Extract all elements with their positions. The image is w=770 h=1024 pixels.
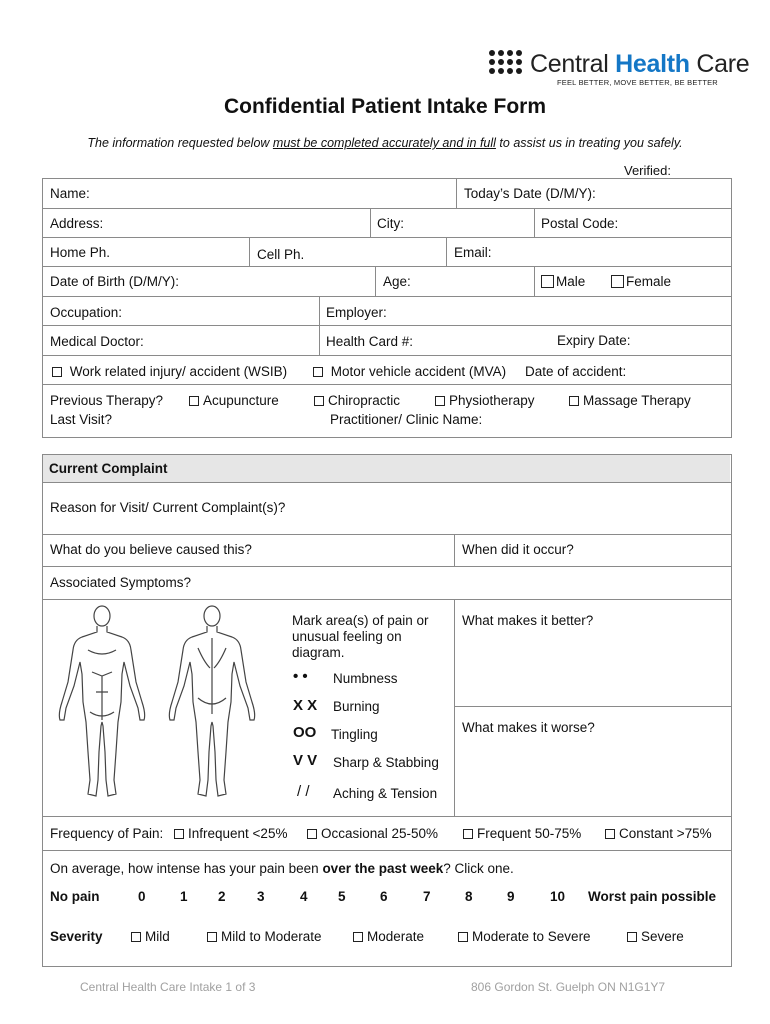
chiropractic-checkbox[interactable]: Chiropractic <box>314 393 400 408</box>
intensity-question: On average, how intense has your pain been over the past week? Click one. <box>50 861 514 876</box>
legend-symbol-sharp: V V <box>293 752 318 769</box>
male-checkbox[interactable]: Male <box>541 274 585 289</box>
pain-scale-3[interactable]: 3 <box>257 889 265 904</box>
severity-mild-checkbox[interactable]: Mild <box>131 929 170 944</box>
legend-symbol-numbness: • • <box>293 668 308 685</box>
age-field[interactable]: Age: <box>383 274 411 289</box>
severity-severe-checkbox[interactable]: Severe <box>627 929 684 944</box>
practitioner-field[interactable]: Practitioner/ Clinic Name: <box>330 412 483 427</box>
last-visit-field[interactable]: Last Visit? <box>50 412 113 427</box>
mark-areas-instruction: Mark area(s) of pain or unusual feeling on diagram. <box>292 613 429 660</box>
legend-symbol-tingling: OO <box>293 724 317 741</box>
when-field[interactable]: When did it occur? <box>462 542 574 557</box>
logo-name: Central Health Care <box>530 50 750 78</box>
pain-scale-9[interactable]: 9 <box>507 889 515 904</box>
pain-scale-5[interactable]: 5 <box>338 889 346 904</box>
frequency-infrequent-checkbox[interactable]: Infrequent <25% <box>174 826 287 841</box>
legend-label-numbness: Numbness <box>333 671 398 686</box>
pain-scale-7[interactable]: 7 <box>423 889 431 904</box>
legend-symbol-aching: / / <box>297 783 310 800</box>
frequency-constant-checkbox[interactable]: Constant >75% <box>605 826 712 841</box>
back-body-figure <box>169 606 254 796</box>
logo-tagline: FEEL BETTER, MOVE BETTER, BE BETTER <box>557 78 718 87</box>
severity-label: Severity <box>50 929 103 944</box>
pain-scale-10[interactable]: 10 <box>550 889 566 904</box>
pain-scale-0[interactable]: 0 <box>138 889 146 904</box>
worst-pain-label: Worst pain possible <box>588 889 717 904</box>
better-field[interactable]: What makes it better? <box>462 613 594 628</box>
severity-moderate-checkbox[interactable]: Moderate <box>353 929 424 944</box>
frequency-occasional-checkbox[interactable]: Occasional 25-50% <box>307 826 438 841</box>
acupuncture-checkbox[interactable]: Acupuncture <box>189 393 279 408</box>
logo-dots-icon <box>489 50 523 80</box>
expiry-date-field[interactable]: Expiry Date: <box>557 333 631 348</box>
body-diagram[interactable] <box>52 602 282 812</box>
city-field[interactable]: City: <box>377 216 404 231</box>
frequency-frequent-checkbox[interactable]: Frequent 50-75% <box>463 826 581 841</box>
address-field[interactable]: Address: <box>50 216 104 231</box>
health-card-field[interactable]: Health Card #: <box>326 334 414 349</box>
home-phone-field[interactable]: Home Ph. <box>50 245 111 260</box>
legend-label-sharp: Sharp & Stabbing <box>333 755 439 770</box>
no-pain-label: No pain <box>50 889 100 904</box>
legend-label-burning: Burning <box>333 699 380 714</box>
dob-field[interactable]: Date of Birth (D/M/Y): <box>50 274 180 289</box>
front-body-figure <box>59 606 144 796</box>
severity-moderate-severe-checkbox[interactable]: Moderate to Severe <box>458 929 591 944</box>
todays-date-field[interactable]: Today’s Date (D/M/Y): <box>464 186 596 201</box>
pain-scale-6[interactable]: 6 <box>380 889 388 904</box>
email-field[interactable]: Email: <box>454 245 492 260</box>
wsib-checkbox[interactable]: Work related injury/ accident (WSIB) <box>52 364 287 379</box>
worse-field[interactable]: What makes it worse? <box>462 720 595 735</box>
page-title: Confidential Patient Intake Form <box>223 95 547 118</box>
physiotherapy-checkbox[interactable]: Physiotherapy <box>435 393 535 408</box>
pain-scale-8[interactable]: 8 <box>465 889 473 904</box>
footer-right: 806 Gordon St. Guelph ON N1G1Y7 <box>471 980 666 994</box>
previous-therapy-label: Previous Therapy? <box>50 393 164 408</box>
pain-scale-2[interactable]: 2 <box>218 889 226 904</box>
frequency-label: Frequency of Pain: <box>50 826 164 841</box>
reason-field[interactable]: Reason for Visit/ Current Complaint(s)? <box>50 500 286 515</box>
legend-symbol-burning: X X <box>293 697 318 714</box>
pain-scale-1[interactable]: 1 <box>180 889 188 904</box>
postal-code-field[interactable]: Postal Code: <box>541 216 619 231</box>
mva-checkbox[interactable]: Motor vehicle accident (MVA) <box>313 364 506 379</box>
occupation-field[interactable]: Occupation: <box>50 305 123 320</box>
verified-label: Verified: <box>624 163 671 178</box>
name-field[interactable]: Name: <box>50 186 90 201</box>
massage-therapy-checkbox[interactable]: Massage Therapy <box>569 393 691 408</box>
intro-text: The information requested below must be completed accurately and in full to assist us in treating you safely. <box>87 136 683 150</box>
cause-field[interactable]: What do you believe caused this? <box>50 542 252 557</box>
legend-label-tingling: Tingling <box>331 727 378 742</box>
footer-left: Central Health Care Intake 1 of 3 <box>80 980 256 994</box>
current-complaint-header: Current Complaint <box>49 461 168 476</box>
date-of-accident-field[interactable]: Date of accident: <box>525 364 627 379</box>
pain-scale-4[interactable]: 4 <box>300 889 308 904</box>
medical-doctor-field[interactable]: Medical Doctor: <box>50 334 144 349</box>
female-checkbox[interactable]: Female <box>611 274 671 289</box>
cell-phone-field[interactable]: Cell Ph. <box>257 247 305 262</box>
employer-field[interactable]: Employer: <box>326 305 387 320</box>
associated-symptoms-field[interactable]: Associated Symptoms? <box>50 575 192 590</box>
severity-mild-moderate-checkbox[interactable]: Mild to Moderate <box>207 929 322 944</box>
legend-label-aching: Aching & Tension <box>333 786 438 801</box>
